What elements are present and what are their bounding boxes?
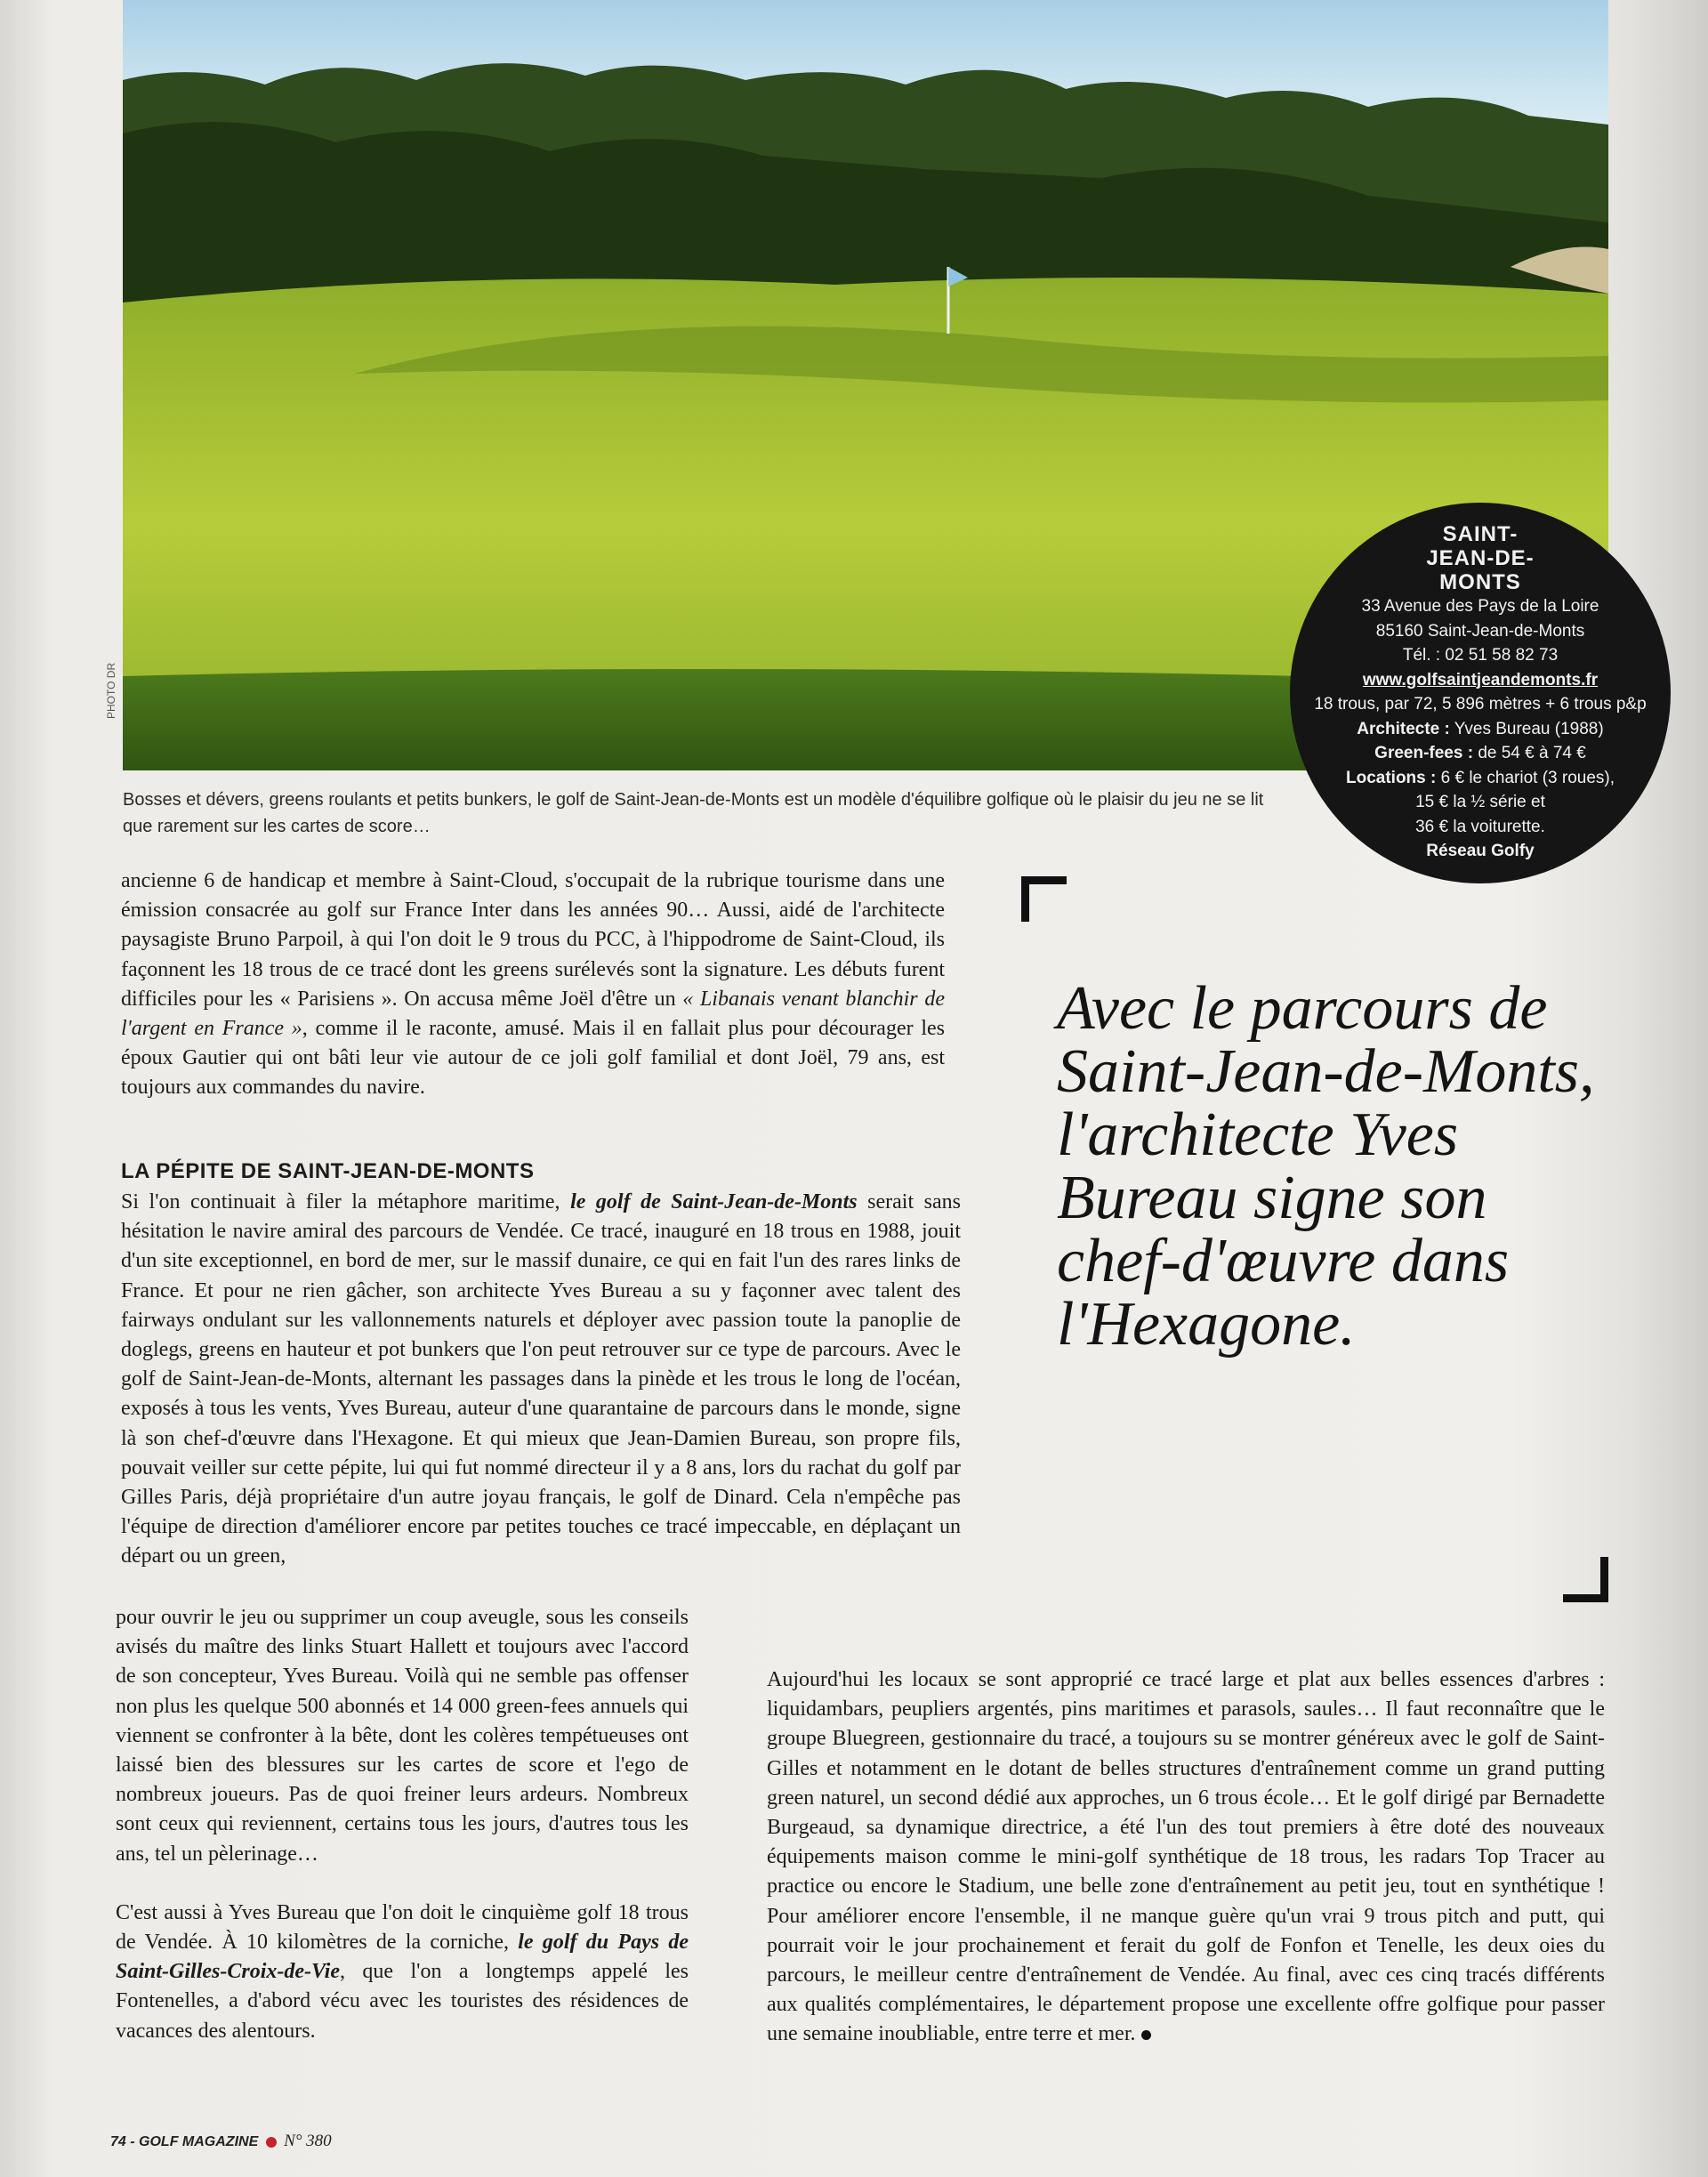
photo-credit: PHOTO DR — [105, 662, 117, 719]
mid-text-b: serait sans hésitation le navire amiral des parcours de Vendée. Ce tracé, inauguré en 18 trous en 1988, jouit d'un site exceptionnel, en bord de mer, sur le massif dunaire, ce qui en fait l'un des rares links de France. Et pour ne rien gâcher, son architecte Yves Bureau a su y façonner avec talent des fairways ondulant sur les vallonnements naturels et déployer avec passion toute la panoplie de doglegs, greens en hauteur et pot bunkers que l'on peut retrouver sur ce type de parcours. Avec le golf de Saint-Jean-de-Monts, alternant les passages dans la pinède et les trous le long de l'océan, exposés à tous les vents, Yves Bureau, auteur d'une quarantaine de parcours dans le monde, signe là son chef-d'œuvre dans l'Hexagone. Et qui mieux que Jean-Damien Bureau, son propre fils, pouvait veiller sur cette pépite, lui qui fut nommé directeur il y a 8 ans, lors du rachat du golf par Gilles Paris, déjà propriétaire d'un autre joyau français, le golf de Dinard. Cela n'empêche pas l'équipe de direction d'améliorer encore par petites touches ce tracé impeccable, en déplaçant un départ ou un green, — [121, 1190, 961, 1568]
info-greenfees-label: Green-fees : — [1374, 744, 1474, 762]
info-locations-value: 6 € le chariot (3 roues), — [1436, 768, 1615, 787]
info-network: Réseau Golfy — [1426, 842, 1535, 860]
page-footer — [110, 2132, 332, 2151]
pull-quote: Avec le parcours de Saint-Jean-de-Monts, l'architecte Yves Bureau signe son chef-d'œuvre dans l'Hexagone. — [1057, 974, 1595, 1359]
red-dot-icon — [266, 2137, 277, 2148]
info-greenfees-value: de 54 € à 74 € — [1473, 744, 1586, 762]
info-phone: Tél. : 02 51 58 82 73 — [1402, 646, 1559, 665]
intro-text-a: ancienne 6 de handicap et membre à Saint-Cloud, s'occupait de la rubrique tourisme dans une émission consacrée au golf sur France Inter dans les années 90… Aussi, aidé de l'architecte paysagiste Bruno Parpoil, à qui l'on doit le 9 trous du PCC, à l'hippodrome de Saint-Cloud, ils façonnent les 18 trous de ce tracé dont les greens surélevés sont la signature. Les débuts furent difficiles pour les « Parisiens ». On accusa même Joël d'être un — [121, 869, 945, 1011]
article-intro — [121, 867, 945, 1103]
mid-emphasis: le golf de Saint-Jean-de-Monts — [570, 1190, 858, 1213]
info-holes: 18 trous, par 72, 5 896 mètres + 6 trous p&p — [1314, 695, 1647, 714]
info-title-line: SAINT- — [1442, 522, 1519, 546]
info-website-link[interactable]: www.golfsaintjeandemonts.fr — [1362, 670, 1599, 689]
article-section-body — [121, 1188, 961, 1572]
left-text-b2: , que l'on a longtemps appelé les Fontenelles, a d'abord vécu avec les touristes des résidences de vacances des alentours. — [116, 1960, 689, 2043]
article-right-column — [767, 1665, 1605, 2050]
mid-text-a: Si l'on continuait à filer la métaphore maritime, — [121, 1190, 571, 1213]
end-of-article-icon — [1141, 2030, 1151, 2040]
info-locations-line3: 36 € la voiturette. — [1415, 817, 1545, 836]
left-emphasis: le golf du Pays de Saint-Gilles-Croix-de-Vie — [116, 1931, 689, 1984]
right-paragraph: Aujourd'hui les locaux se sont approprié ce tracé large et plat aux belles essences d'arbres : liquidambars, peupliers argentés, pins maritimes et parasols, saules… Il faut reconnaître que le groupe Bluegreen, gestionnaire du tracé, a toujours su se montrer généreux avec le golf de Saint-Gilles et notamment en le dotant de belles structures d'entraînement comme un grand putting green naturel, un second dédié aux approches, un 6 trous école… Et le golf dirigé par Bernadette Burgeaud, sa dynamique directrice, a été l'un des tout premiers à être doté des nouveaux équipements maison comme le mini-golf synthétique de 18 trous, les radars Top Tracer au practice ou encore le Stadium, une belle zone d'entraînement au petit jeu, tout en synthétique ! Pour améliorer encore l'ensemble, il ne manque guère qu'un vrai 9 trous pitch and putt, qui pourrait voir le jour prochainement et ferait du golf de Fonfon et Tenelle, les deux oies du parcours, le meilleur centre d'entraînement de Vendée. Au final, avec ces cinq tracés différents aux qualités complémentaires, le département propose une excellente offre golfique pour passer une semaine inoubliable, entre terre et mer. — [767, 1668, 1605, 2046]
info-locations-label: Locations : — [1346, 768, 1437, 787]
left-paragraph: pour ouvrir le jeu ou supprimer un coup aveugle, sous les conseils avisés du maître des links Stuart Hallett et toujours avec l'accord de son concepteur, Yves Bureau. Voilà qui ne semble pas offenser non plus les quelque 500 abonnés et 14 000 green-fees annuels qui viennent se confronter à la bête, dont les colères tempétueuses ont laissé bien des blessures sur les cartes de score et l'ego de nombreux joueurs. Pas de quoi freiner leurs ardeurs. Nombreux sont ceux qui reviennent, certains tous les jours, d'autres tous les ans, tel un pèlerinage… — [116, 1606, 689, 1866]
intro-text-b: , comme il le raconte, amusé. Mais il en fallait plus pour décourager les époux Gautier qui ont bâti leur vie autour de ce joli golf familial et dont Joël, 79 ans, est toujours aux commandes du navire. — [121, 1017, 946, 1100]
info-circle — [1290, 503, 1671, 883]
quote-bracket-top-left-icon — [1021, 876, 1067, 922]
info-locations — [1290, 766, 1671, 791]
page-number: 74 — [110, 2134, 126, 2149]
magazine-name: - GOLF MAGAZINE — [130, 2134, 259, 2149]
info-title-line: JEAN-DE- — [1426, 546, 1535, 570]
info-locations-line2: 15 € la ½ série et — [1415, 793, 1545, 811]
article-left-column — [116, 1603, 689, 2046]
info-architect-value: Yves Bureau (1988) — [1449, 719, 1604, 738]
info-address: 33 Avenue des Pays de la Loire — [1361, 597, 1599, 616]
left-text-b1: C'est aussi à Yves Bureau que l'on doit le cinquième golf 18 trous de Vendée. À 10 kilomètres de la corniche, — [116, 1900, 689, 1955]
info-title-line: MONTS — [1439, 570, 1521, 594]
info-greenfees — [1290, 741, 1671, 766]
info-architect-label: Architecte : — [1357, 719, 1450, 738]
intro-quote: « Libanais venant blanchir de l'argent en France » — [121, 987, 945, 1041]
quote-bracket-bottom-right-icon — [1563, 1557, 1608, 1602]
info-city: 85160 Saint-Jean-de-Monts — [1375, 621, 1585, 641]
section-heading: LA PÉPITE DE SAINT-JEAN-DE-MONTS — [121, 1159, 535, 1183]
photo-caption: Bosses et dévers, greens roulants et petits bunkers, le golf de Saint-Jean-de-Monts est un modèle d'équilibre golfique où le plaisir du jeu ne se lit que rarement sur les cartes de score… — [123, 790, 1264, 836]
info-architect — [1290, 717, 1671, 742]
issue-number: N° 380 — [284, 2132, 332, 2150]
